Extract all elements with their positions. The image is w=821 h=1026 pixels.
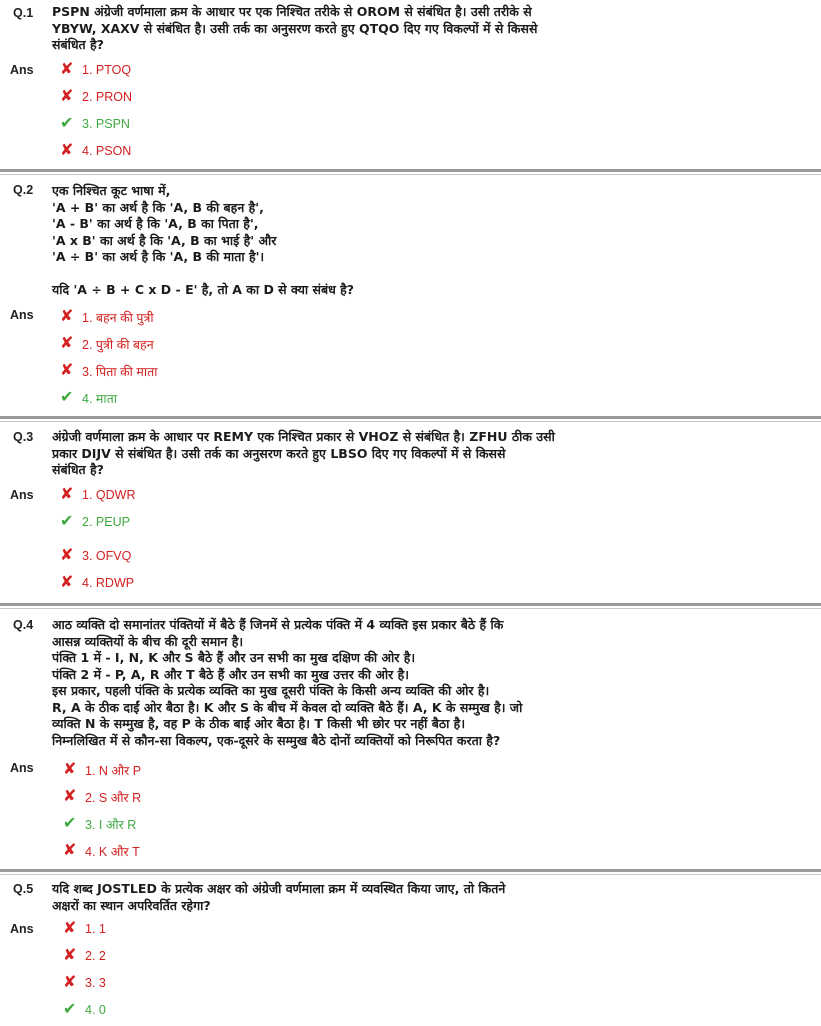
option-label: 1. PTOQ [82,63,132,77]
option-3[interactable] [63,974,106,992]
cross-icon: ✘ [63,761,77,778]
option-label: 3. PSPN [82,117,130,131]
option-2[interactable] [63,947,106,965]
cross-icon: ✘ [60,88,74,105]
question-divider [0,869,821,872]
option-3[interactable] [60,115,130,133]
answer-label: Ans [10,761,34,775]
question-text: PSPN अंग्रेजी वर्णमाला क्रम के आधार पर एक निश्चित तरीके से OROM से संबंधित है। उसी तरीके से YBYW, XAXV से संबंधित है। उसी तर्क का अनुसरण करते हुए QTQO दिए गए विकल्पों में से किससे संबंधित है? [52,4,538,52]
answer-label: Ans [10,63,34,77]
option-label: 4. K और T [85,844,140,859]
option-label: 4. RDWP [82,576,135,590]
cross-icon: ✘ [63,920,77,937]
option-label: 1. N और P [85,763,142,778]
question-number: Q.2 [13,183,34,197]
option-label: 1. QDWR [82,488,136,502]
question-divider-thin [0,874,821,875]
option-2[interactable] [60,513,130,531]
option-label: 2. PRON [82,90,133,104]
option-3[interactable] [60,547,131,565]
question-number: Q.3 [13,430,34,444]
option-label: 4. माता [82,391,117,406]
option-1[interactable] [63,761,141,779]
question-text: एक निश्चित कूट भाषा में, 'A + B' का अर्थ है कि 'A, B की बहन है', 'A - B' का अर्थ है कि 'A, B का पिता है', 'A x B' का अर्थ है कि 'A, B का भाई है' और 'A ÷ B' का अर्थ है कि 'A, B की माता है'। यदि 'A ÷ B + C x D - E' है, तो A का D से क्या संबंध है? [52,183,355,297]
option-2[interactable] [63,788,141,806]
question-divider [0,603,821,606]
cross-icon: ✘ [63,947,77,964]
option-4[interactable] [60,574,134,592]
option-1[interactable] [63,920,106,938]
question-divider-thin [0,421,821,422]
question-number: Q.1 [13,6,34,20]
option-2[interactable] [60,88,132,106]
cross-icon: ✘ [60,142,74,159]
option-2[interactable] [60,335,154,353]
option-label: 3. I और R [85,817,137,832]
check-icon: ✔ [63,1001,77,1018]
option-label: 4. 0 [85,1003,106,1017]
question-text: आठ व्यक्ति दो समानांतर पंक्तियों में बैठे हैं जिनमें से प्रत्येक पंक्ति में 4 व्यक्ति इस प्रकार बैठे हैं कि आसन्न व्यक्तियों के बीच की दूरी समान है। पंक्ति 1 में - I, N, K और S बैठे हैं और उन सभी का मुख दक्षिण की ओर है। पंक्ति 2 में - P, A, R और T बैठे हैं और उन सभी का मुख उत्तर की ओर है। इस प्रकार, पहली पंक्ति के प्रत्येक व्यक्ति का मुख दूसरी पंक्ति के किसी अन्य व्यक्ति की ओर है। R, A के ठीक दाईं ओर बैठा है। K और S के बीच में केवल दो व्यक्ति बैठे हैं। A, K के सम्मुख है। जो व्यक्ति N के सम्मुख है, वह P के ठीक बाईं ओर बैठा है। T किसी भी छोर पर नहीं बैठा है। निम्नलिखित में से कौन-सा विकल्प, एक-दूसरे के सम्मुख बैठे दोनों व्यक्तियों को निरूपित करता है? [52,617,523,748]
cross-icon: ✘ [60,61,74,78]
cross-icon: ✘ [63,842,77,859]
option-3[interactable] [63,815,136,833]
option-1[interactable] [60,308,154,326]
cross-icon: ✘ [60,335,74,352]
cross-icon: ✘ [60,486,74,503]
option-label: 4. PSON [82,144,132,158]
option-4[interactable] [63,1001,106,1019]
cross-icon: ✘ [63,974,77,991]
question-number: Q.4 [13,618,34,632]
option-label: 2. 2 [85,949,106,963]
option-3[interactable] [60,362,157,380]
option-label: 1. 1 [85,922,106,936]
option-label: 2. S और R [85,790,142,805]
cross-icon: ✘ [60,547,74,564]
check-icon: ✔ [60,389,74,406]
question-divider [0,169,821,172]
option-label: 2. पुत्री की बहन [82,337,154,352]
cross-icon: ✘ [60,362,74,379]
option-label: 3. OFVQ [82,549,132,563]
option-label: 3. 3 [85,976,106,990]
option-label: 2. PEUP [82,515,130,529]
question-divider-thin [0,608,821,609]
option-4[interactable] [60,389,117,407]
cross-icon: ✘ [63,788,77,805]
check-icon: ✔ [63,815,77,832]
cross-icon: ✘ [60,308,74,325]
option-1[interactable] [60,486,135,504]
question-text: यदि शब्द JOSTLED के प्रत्येक अक्षर को अंग्रेजी वर्णमाला क्रम में व्यवस्थित किया जाए, तो कितने अक्षरों का स्थान अपरिवर्तित रहेगा? [52,881,506,913]
option-4[interactable] [63,842,140,860]
question-divider-thin [0,174,821,175]
question-divider [0,416,821,419]
question-text: अंग्रेजी वर्णमाला क्रम के आधार पर REMY एक निश्चित प्रकार से VHOZ से संबंधित है। ZFHU ठीक उसी प्रकार DIJV से संबंधित है। उसी तर्क का अनुसरण करते हुए LBSO दिए गए विकल्पों में से किससे संबंधित है? [52,429,555,477]
check-icon: ✔ [60,115,74,132]
option-label: 3. पिता की माता [82,364,158,379]
question-number: Q.5 [13,882,34,896]
answer-label: Ans [10,488,34,502]
option-1[interactable] [60,61,131,79]
cross-icon: ✘ [60,574,74,591]
check-icon: ✔ [60,513,74,530]
answer-label: Ans [10,308,34,322]
option-label: 1. बहन की पुत्री [82,310,154,325]
option-4[interactable] [60,142,131,160]
answer-label: Ans [10,922,34,936]
